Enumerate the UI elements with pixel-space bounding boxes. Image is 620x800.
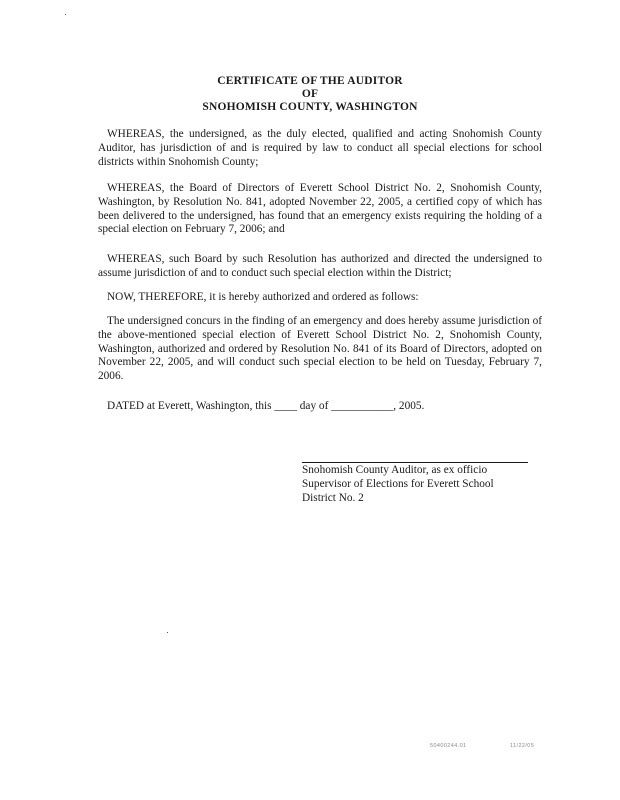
signature-line (302, 462, 528, 463)
certificate-title: CERTIFICATE OF THE AUDITOR (217, 75, 403, 87)
scan-speck (65, 14, 66, 15)
certificate-title-county: SNOHOMISH COUNTY, WASHINGTON (202, 101, 418, 113)
signature-title-line-3: District No. 2 (302, 491, 364, 504)
whereas-paragraph-3: WHEREAS, such Board by such Resolution has authorized and directed the undersigned to assume jurisdiction of and to conduct such special election within the District; (98, 253, 542, 279)
signature-block (302, 464, 542, 505)
signature-title-line-1: Snohomish County Auditor, as ex officio (302, 464, 488, 476)
concurrence-paragraph: The undersigned concurs in the finding of an emergency and does hereby assume jurisdiction of the above-mentioned special election of Everett School District No. 2, Snohomish County, Washington, authorized and ordered by Resolution No. 841 of its Board of Directors, adopted on November 22, 2005, and will conduct such special election to be held on Tuesday, February 7, 2006. (98, 315, 542, 383)
dated-line: DATED at Everett, Washington, this ____ day of ___________, 2005. (107, 400, 425, 412)
now-therefore-paragraph: NOW, THEREFORE, it is hereby authorized and ordered as follows: (107, 291, 419, 303)
signature-title-line-2: Supervisor of Elections for Everett School (302, 477, 494, 490)
footer-date-code: 11/22/05 (510, 743, 535, 749)
certificate-title-of: OF (301, 88, 319, 100)
whereas-paragraph-2: WHEREAS, the Board of Directors of Everett School District No. 2, Snohomish County, Washington, by Resolution No. 841, adopted November 22, 2005, a certified copy of which has been delivered to the undersigned, has found that an emergency exists requiring the holding of a special election on February 7, 2006; and (98, 182, 542, 236)
scan-speck (167, 632, 168, 633)
whereas-paragraph-1: WHEREAS, the undersigned, as the duly elected, qualified and acting Snohomish County Auditor, has jurisdiction of and is required by law to conduct all special elections for school districts within Snohomish County; (98, 128, 542, 168)
footer-document-id: 50400244.01 (430, 743, 467, 749)
